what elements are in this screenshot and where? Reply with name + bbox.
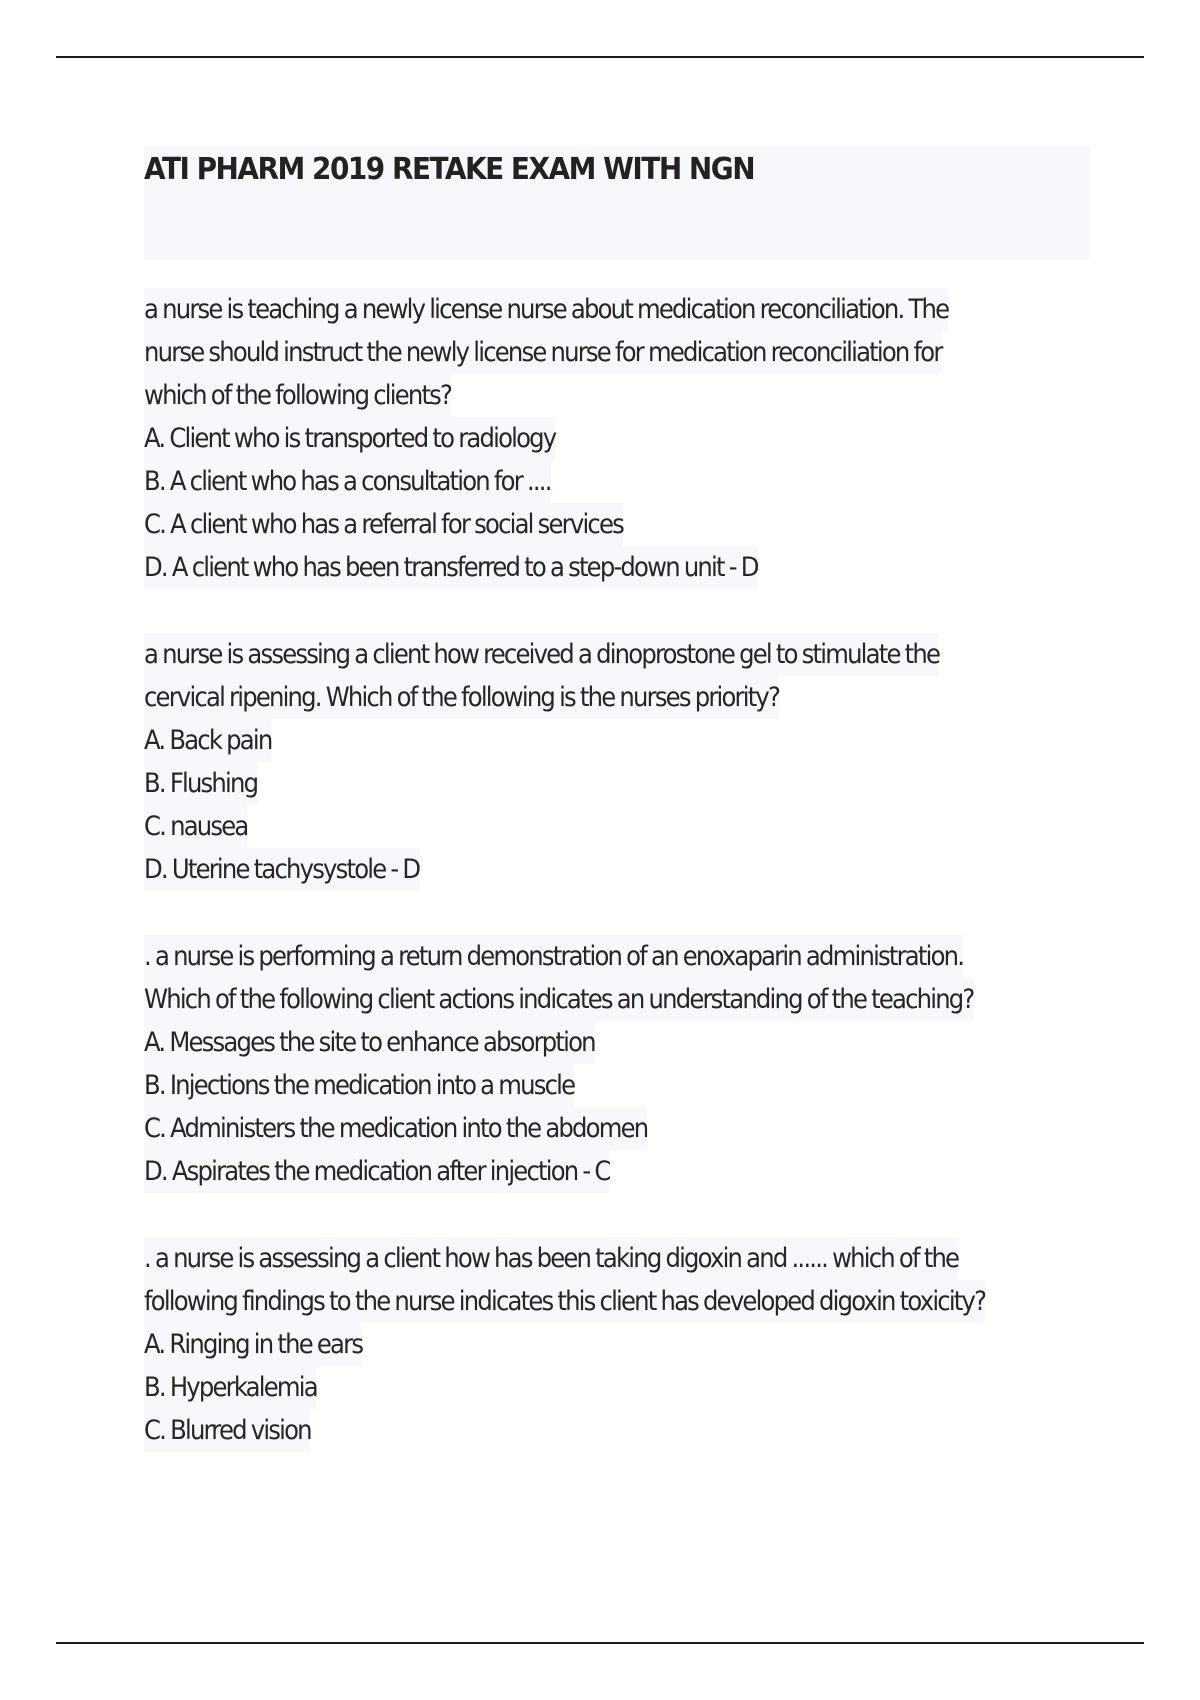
question-2-option-c: C. nausea (144, 805, 248, 848)
question-1-option-c: C. A client who has a referral for social services (144, 503, 623, 546)
question-2 (144, 633, 1104, 891)
bottom-rule (56, 1642, 1144, 1644)
question-3-option-c: C. Administers the medication into the abdomen (144, 1107, 647, 1150)
question-4-stem-line-2: following findings to the nurse indicates this client has developed digoxin toxicity? (144, 1280, 985, 1323)
question-4-option-a: A. Ringing in the ears (144, 1323, 362, 1366)
question-1-option-b: B. A client who has a consultation for .... (144, 460, 551, 503)
question-3-stem-line-2: Which of the following client actions indicates an understanding of the teaching? (144, 978, 974, 1021)
question-3-option-d: D. Aspirates the medication after injection - C (144, 1150, 610, 1193)
top-rule (56, 56, 1144, 58)
question-2-option-a: A. Back pain (144, 719, 271, 762)
question-1 (144, 288, 1104, 589)
question-1-stem-line-2: nurse should instruct the newly license nurse for medication reconciliation for (144, 331, 942, 374)
question-3-option-b: B. Injections the medication into a muscle (144, 1064, 574, 1107)
title-block (144, 146, 1090, 260)
question-1-option-d: D. A client who has been transferred to a step-down unit - D (144, 546, 758, 589)
question-2-stem-line-2: cervical ripening. Which of the following is the nurses priority? (144, 676, 779, 719)
question-3 (144, 935, 1104, 1193)
question-4-option-b: B. Hyperkalemia (144, 1366, 317, 1409)
question-4 (144, 1237, 1104, 1452)
question-1-stem-line-1: a nurse is teaching a newly license nurse about medication reconciliation. The (144, 288, 948, 331)
question-3-stem-line-1: . a nurse is performing a return demonstration of an enoxaparin administration. (144, 935, 963, 978)
question-1-option-a: A. Client who is transported to radiology (144, 417, 555, 460)
question-4-stem-line-1: . a nurse is assessing a client how has been taking digoxin and ...... which of the (144, 1237, 958, 1280)
question-3-option-a: A. Messages the site to enhance absorption (144, 1021, 595, 1064)
question-2-stem-line-1: a nurse is assessing a client how received a dinoprostone gel to stimulate the (144, 633, 939, 676)
document-title: ATI PHARM 2019 RETAKE EXAM WITH NGN (144, 152, 755, 187)
question-1-stem-line-3: which of the following clients? (144, 374, 451, 417)
question-2-option-b: B. Flushing (144, 762, 257, 805)
question-4-option-c: C. Blurred vision (144, 1409, 311, 1452)
question-2-option-d: D. Uterine tachysystole - D (144, 848, 419, 891)
question-list (144, 288, 1104, 1496)
